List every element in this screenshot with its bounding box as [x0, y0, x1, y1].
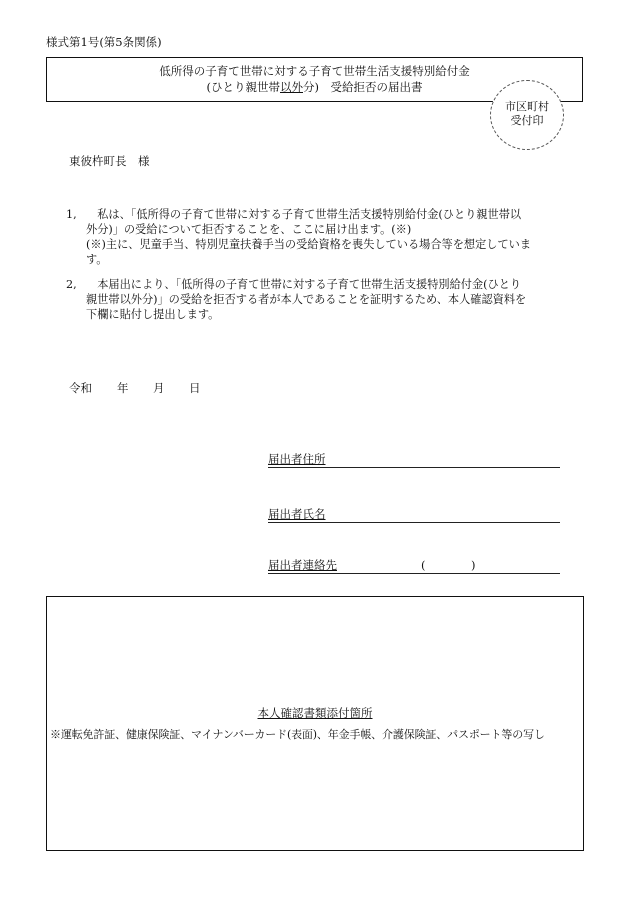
date-month: 月: [153, 381, 165, 395]
item-line: 外分)」の受給について拒否することを、ここに届け出ます。(※): [86, 223, 412, 236]
item-line: す。: [86, 253, 108, 266]
address-field[interactable]: [268, 451, 560, 468]
address-label: 届出者住所: [268, 452, 326, 466]
item-text: [86, 277, 571, 322]
date-era: 令和: [69, 381, 92, 395]
reception-stamp: [490, 80, 564, 150]
date-line: [69, 380, 201, 396]
date-year: 年: [117, 381, 129, 395]
title-line-1: 低所得の子育て世帯に対する子育て世帯生活支援特別給付金: [159, 64, 470, 78]
item-line: 親世帯以外分)」の受給を拒否する者が本人であることを証明するため、本人確認資料を: [86, 293, 527, 306]
id-section-title-text: 本人確認書類添付箇所: [257, 706, 373, 720]
contact-field[interactable]: [268, 557, 560, 574]
item-line: (※)主に、児童手当、特別児童扶養手当の受給資格を喪失している場合等を想定していま: [86, 238, 532, 251]
name-field[interactable]: [268, 506, 560, 523]
item-number: 2,: [66, 278, 77, 291]
item-line: 下欄に貼付し提出します。: [86, 308, 220, 321]
stamp-line-1: 市区町村: [505, 100, 549, 113]
stamp-line-2: 受付印: [510, 114, 544, 127]
name-label: 届出者氏名: [268, 507, 326, 521]
id-document-attachment-box: [46, 596, 584, 851]
contact-label: 届出者連絡先: [268, 558, 337, 572]
title-line-2-underlined: 以外: [280, 80, 303, 94]
id-section-title: [47, 705, 583, 721]
form-number: 様式第1号(第5条関係): [46, 35, 162, 49]
contact-paren-close: ): [471, 558, 476, 572]
title-line-2-post: 分) 受給拒否の届出書: [303, 80, 423, 94]
id-section-note: ※運転免許証、健康保険証、マイナンバーカード(表面)、年金手帳、介護保険証、パスポート等の写し: [50, 728, 545, 741]
item-line: 私は、「低所得の子育て世帯に対する子育て世帯生活支援特別給付金(ひとり親世帯以: [86, 208, 522, 221]
date-day: 日: [189, 381, 201, 395]
item-number: 1,: [66, 208, 77, 221]
statement-item-2: [66, 277, 571, 325]
title-line-2-pre: (ひとり親世帯: [206, 80, 280, 94]
contact-paren-open: (: [421, 558, 426, 572]
addressee: 東彼杵町長 様: [69, 154, 150, 168]
item-text: [86, 207, 571, 267]
item-line: 本届出により、「低所得の子育て世帯に対する子育て世帯生活支援特別給付金(ひとり: [86, 278, 522, 291]
statement-item-1: [66, 207, 571, 271]
